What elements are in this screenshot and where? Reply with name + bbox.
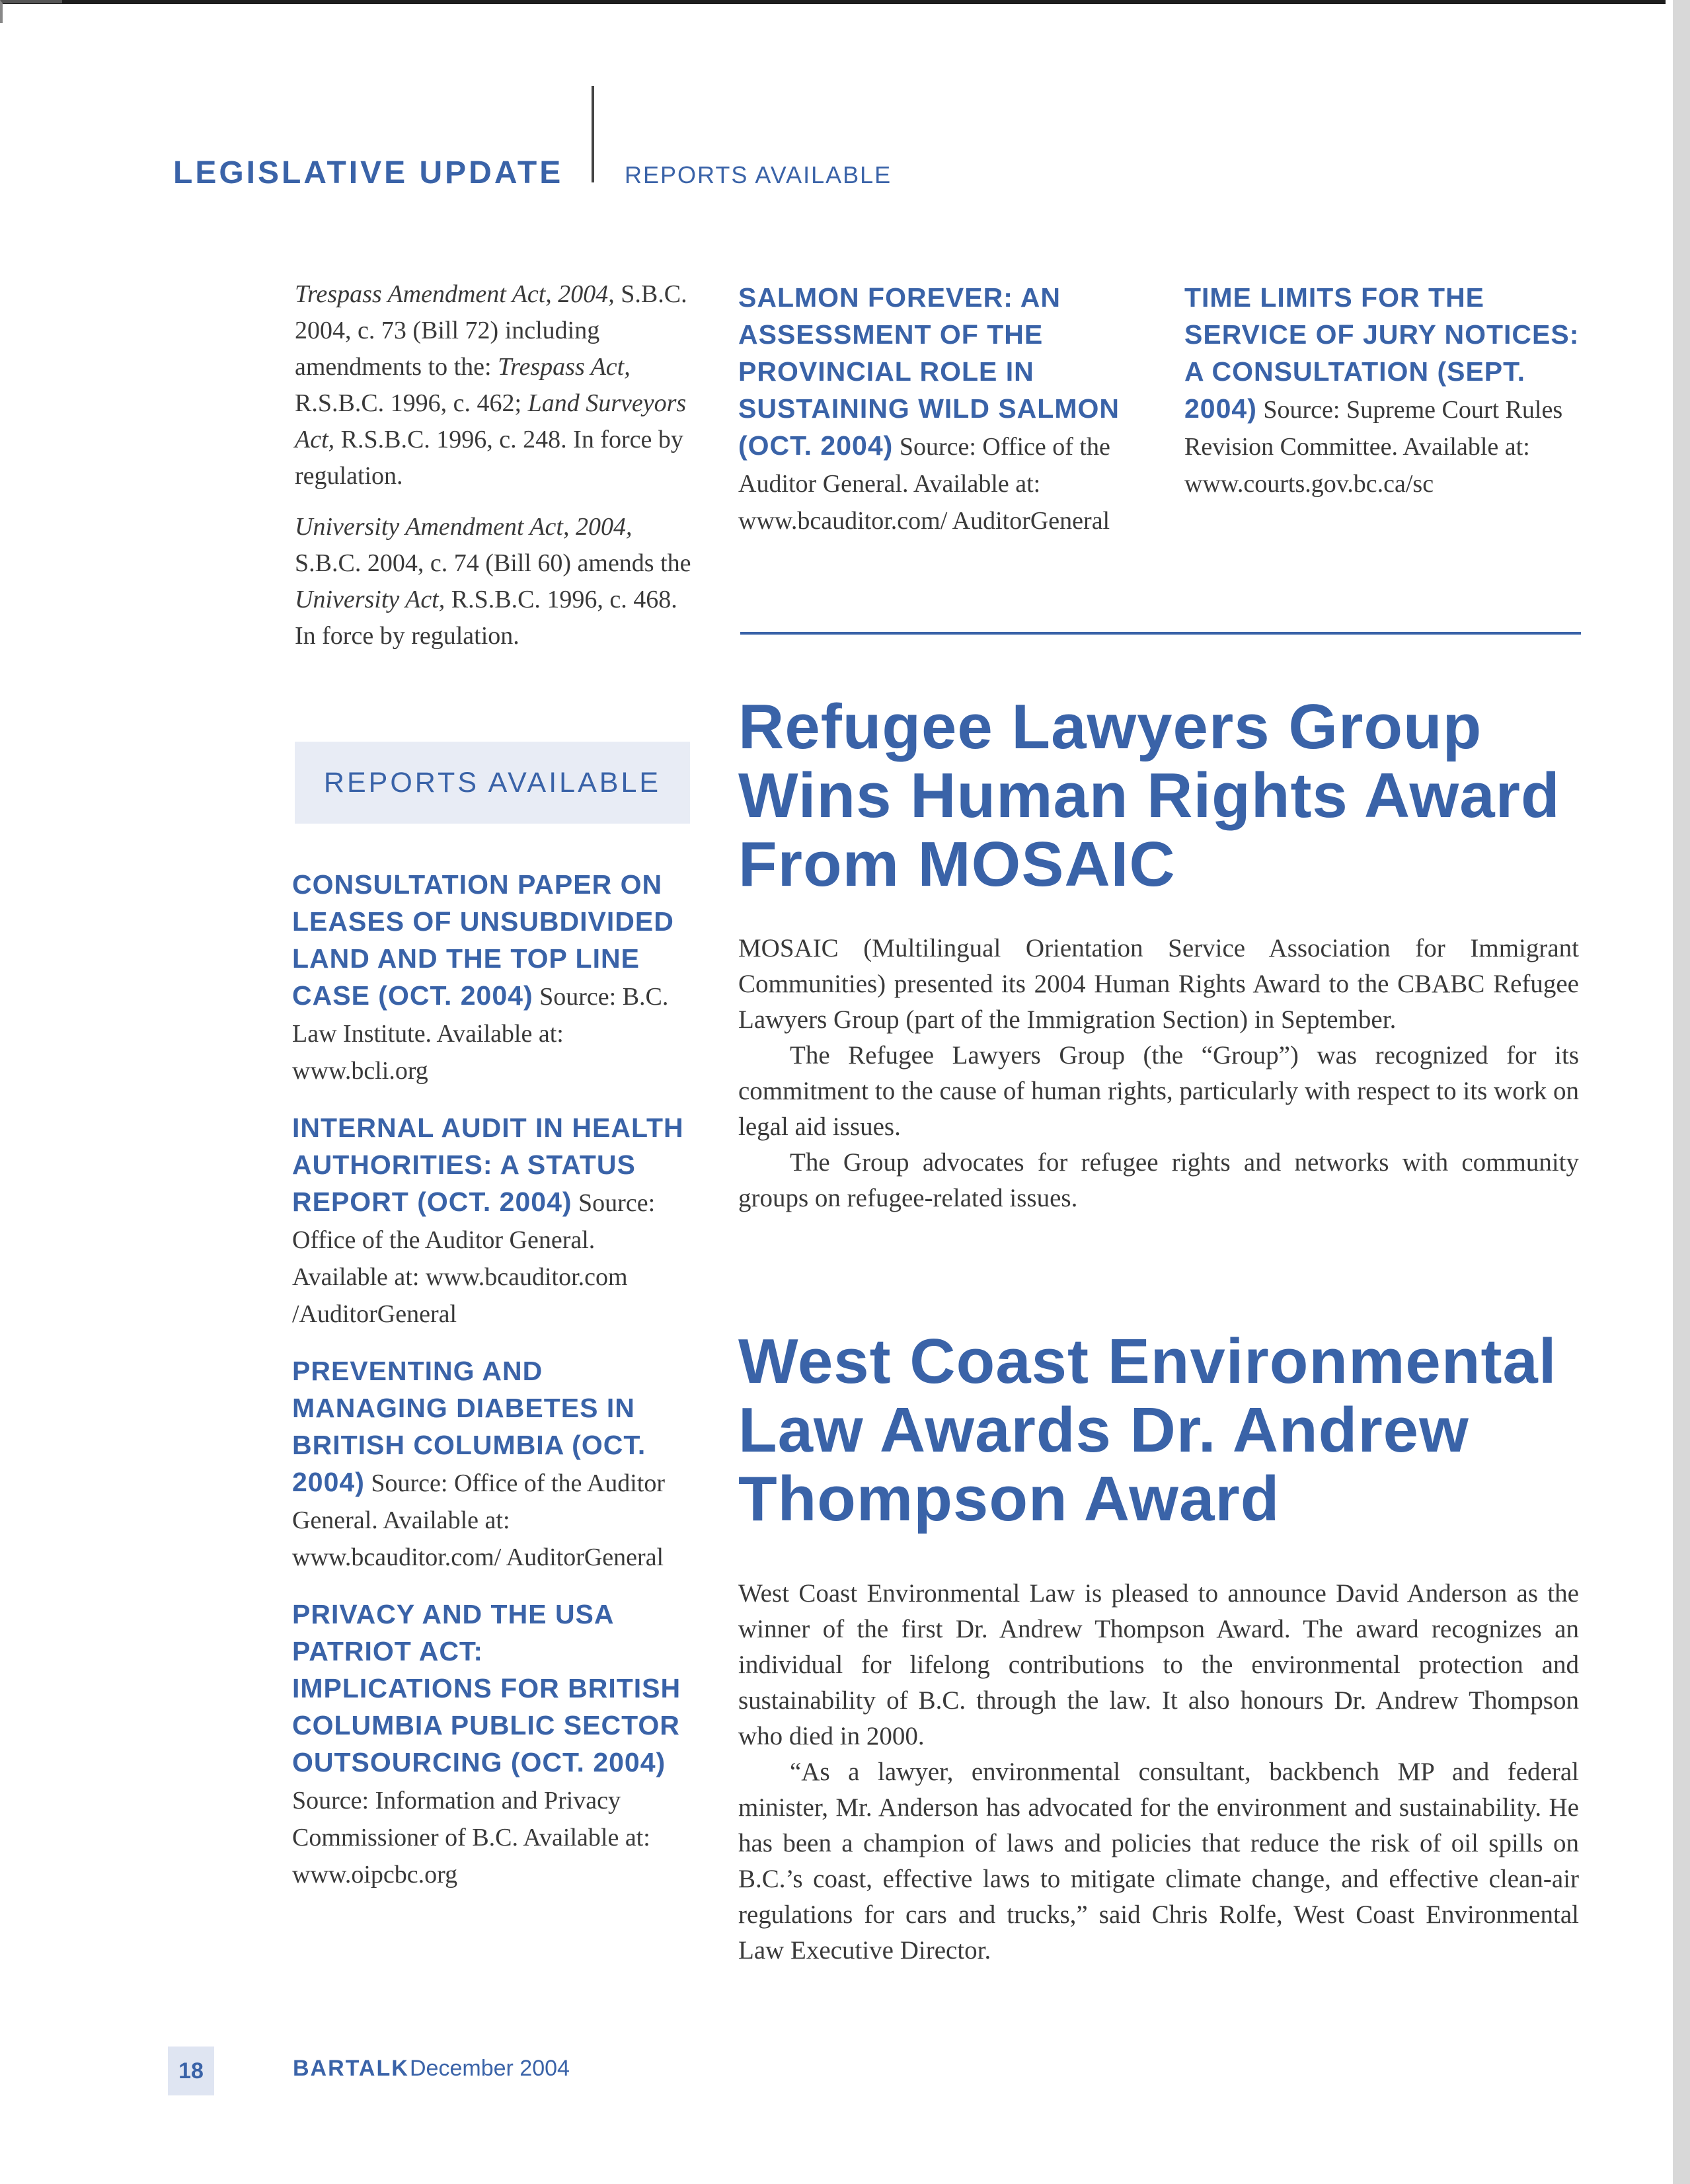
article-body (738, 1576, 1579, 1969)
reports-available-label: REPORTS AVAILABLE (323, 766, 662, 799)
page-edge-right (1673, 0, 1690, 2184)
report-entry (292, 1109, 689, 1333)
report-source: Source: Information and Privacy Commissioner of B.C. Available at: www.oipcbc.org (292, 1787, 650, 1889)
headline-line: West Coast Environmental (738, 1326, 1557, 1397)
act-citation: S.B.C. 2004, c. 73 (Bill 72) including amendments to the: (295, 280, 687, 381)
article-paragraph: The Refugee Lawyers Group (the “Group”) was recognized for its commitment to the cause of human rights, particularly with respect to its work on legal aid issues. (738, 1041, 1579, 1141)
act-ref: Trespass Act, (498, 353, 631, 381)
report-source: Source: Office of the Auditor General. Available at: www.bcauditor.com /AuditorGeneral (292, 1189, 656, 1328)
report-entry (292, 1352, 689, 1576)
reports-list-right (1184, 279, 1588, 522)
legislation-item (295, 276, 691, 494)
page-edge-top (0, 0, 1666, 4)
article-paragraph: “As a lawyer, environmental consultant, backbench MP and federal minister, Mr. Anderson has advocated for the environment and sustainability. He has been a champion of laws and policies that reduce the risk of oil spills on B.C.’s coast, effective laws to mitigate climate change, and effective clean-air regulations for cars and trucks,” said Chris Rolfe, West Coast Environmental Law Executive Director. (738, 1758, 1579, 1965)
magazine-name: BARTALK (293, 2056, 409, 2081)
report-title: PREVENTING AND MANAGING DIABETES IN BRITISH COLUMBIA (OCT. 2004) (292, 1356, 646, 1497)
header-divider (592, 86, 594, 182)
legislation-item (295, 509, 691, 654)
act-name: University Amendment Act, 2004, (295, 513, 633, 541)
reports-available-box (295, 742, 690, 824)
act-ref-citation: R.S.B.C. 1996, c. 248. In force by regulation. (295, 426, 683, 490)
report-entry (738, 279, 1141, 539)
report-entry (292, 1596, 689, 1893)
section-rule (740, 632, 1581, 635)
issue-date: December 2004 (410, 2056, 570, 2081)
article-body (738, 931, 1579, 1216)
act-ref-citation: R.S.B.C. 1996, c. 462; (295, 389, 528, 417)
report-entry (1184, 279, 1588, 502)
report-title: PRIVACY AND THE USA PATRIOT ACT: IMPLICATIONS FOR BRITISH COLUMBIA PUBLIC SECTOR OUTSOURCING (OCT. 2004) (292, 1599, 681, 1777)
headline-line: Refugee Lawyers Group (738, 691, 1482, 762)
report-title: CONSULTATION PAPER ON LEASES OF UNSUBDIVIDED LAND AND THE TOP LINE CASE (OCT. 2004) (292, 869, 674, 1011)
headline-line: From MOSAIC (738, 829, 1176, 900)
reports-list-left (292, 866, 689, 1913)
reports-list-middle (738, 279, 1141, 559)
article-paragraph: The Group advocates for refugee rights and networks with community groups on refugee-related issues. (738, 1148, 1579, 1212)
article-headline (738, 1327, 1597, 1534)
section-header: LEGISLATIVE UPDATE (173, 155, 564, 190)
report-source: Source: B.C. Law Institute. Available at: www.bcli.org (292, 983, 669, 1085)
subsection-header: REPORTS AVAILABLE (625, 161, 892, 188)
report-source: Source: Office of the Auditor General. Available at: www.bcauditor.com/ AuditorGeneral (738, 433, 1110, 535)
page-number: 18 (168, 2047, 214, 2095)
act-citation: S.B.C. 2004, c. 74 (Bill 60) amends the (295, 549, 691, 577)
act-name: Trespass Amendment Act, 2004, (295, 280, 615, 308)
legislation-list (295, 276, 691, 654)
report-title: TIME LIMITS FOR THE SERVICE OF JURY NOTICES: A CONSULTATION (SEPT. 2004) (1184, 282, 1580, 424)
page-corner-mark (0, 0, 62, 23)
report-source: Source: Supreme Court Rules Revision Committee. Available at: www.courts.gov.bc.ca/sc (1184, 396, 1563, 498)
report-entry (292, 866, 689, 1089)
act-ref: University Act, (295, 586, 445, 613)
act-ref-citation: R.S.B.C. 1996, c. 468. In force by regulation. (295, 586, 677, 650)
headline-line: Law Awards Dr. Andrew (738, 1395, 1469, 1465)
article-headline (738, 693, 1597, 899)
report-title: SALMON FOREVER: AN ASSESSMENT OF THE PROVINCIAL ROLE IN SUSTAINING WILD SALMON (OCT. 2004) (738, 282, 1120, 461)
headline-line: Thompson Award (738, 1463, 1280, 1534)
report-source: Source: Office of the Auditor General. Available at: www.bcauditor.com/ AuditorGeneral (292, 1469, 666, 1571)
article-paragraph: MOSAIC (Multilingual Orientation Service Association for Immigrant Communities) presented its 2004 Human Rights Award to the CBABC Refugee Lawyers Group (part of the Immigration Section) in September. (738, 934, 1579, 1034)
headline-line: Wins Human Rights Award (738, 760, 1560, 831)
report-title: INTERNAL AUDIT IN HEALTH AUTHORITIES: A STATUS REPORT (OCT. 2004) (292, 1112, 684, 1217)
act-ref: Land Surveyors Act, (295, 389, 687, 453)
article-paragraph: West Coast Environmental Law is pleased to announce David Anderson as the winner of the first Dr. Andrew Thompson Award. The award recognizes an individual for lifelong contributions to the environmental protection and sustainability of B.C. through the law. It also honours Dr. Andrew Thompson who died in 2000. (738, 1579, 1579, 1750)
